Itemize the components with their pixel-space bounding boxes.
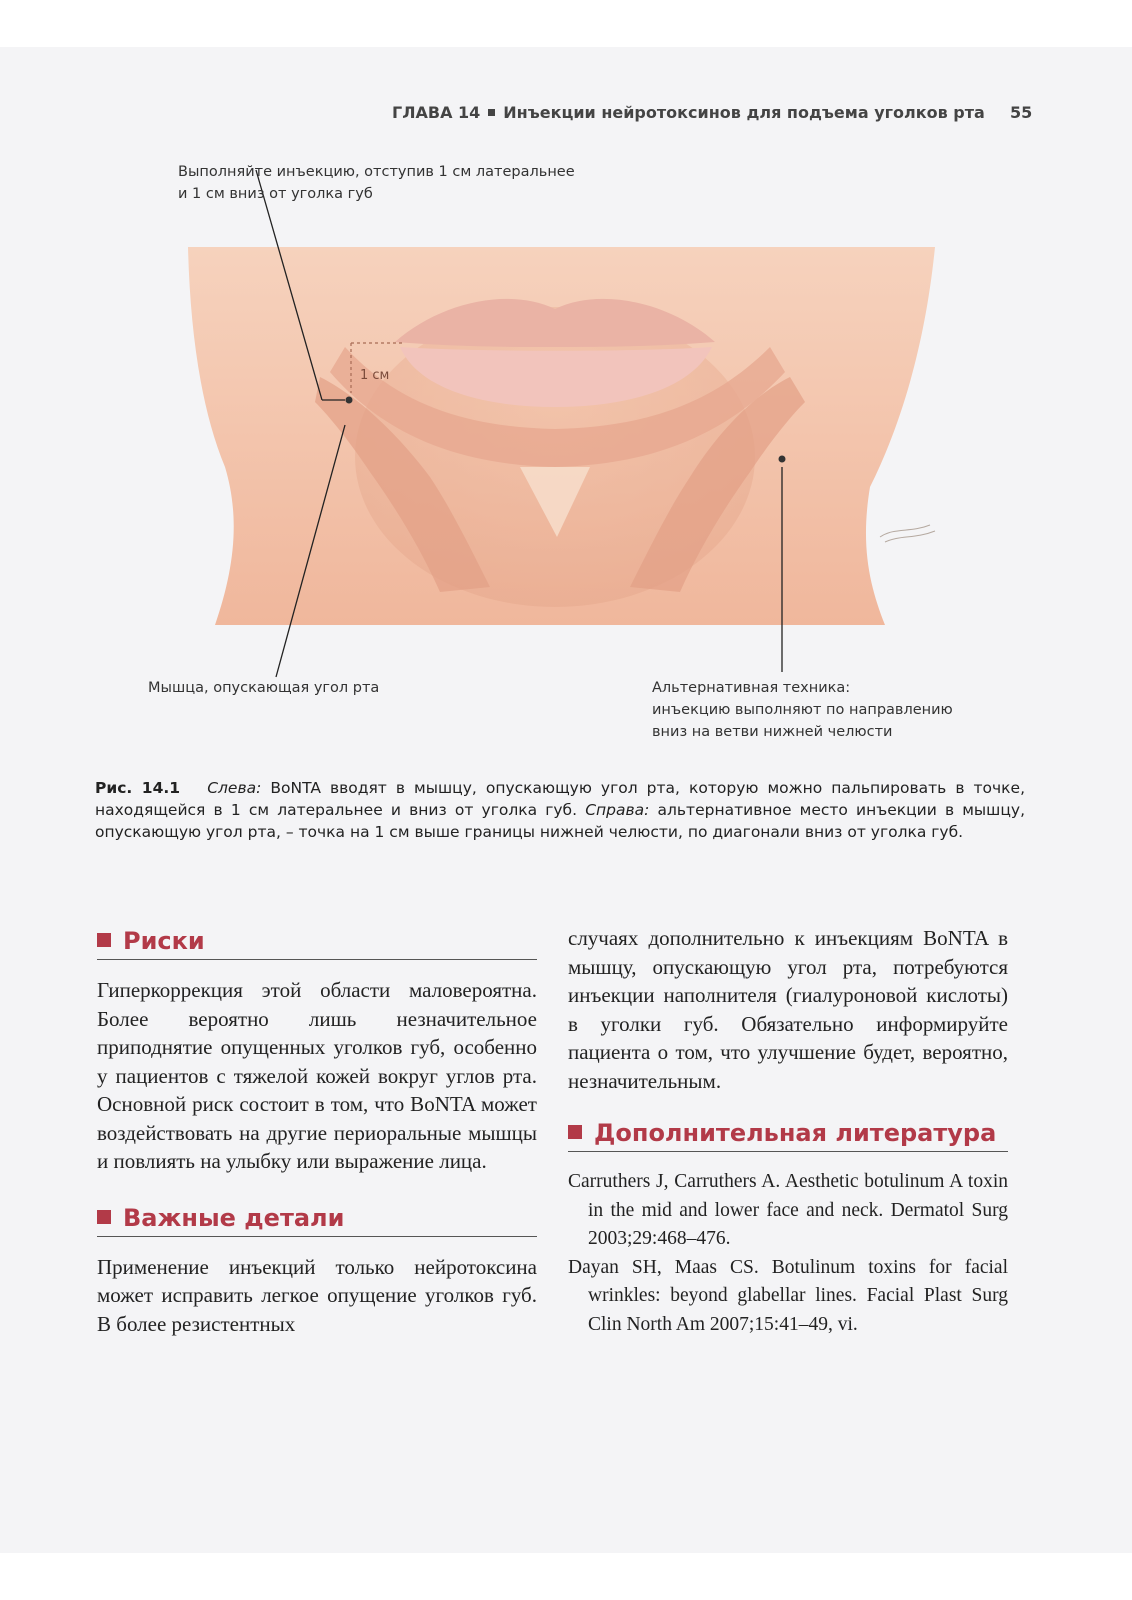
reference-item: Carruthers J, Carruthers A. Aesthetic botulinum A toxin in the mid and lower face and neck. Dermatol Surg 2003;29:468–476. (568, 1171, 1008, 1249)
label-alt-line3: вниз на ветви нижней челюсти (652, 724, 893, 740)
details-heading (97, 1204, 537, 1237)
figure-caption (95, 777, 1025, 843)
caption-left-label: Слева: (207, 779, 262, 797)
section-square-icon (568, 1125, 582, 1139)
details-text: Применение инъекций только нейротоксина может исправить легкое опущение уголков губ. В более резистентных (97, 1254, 537, 1336)
further-reading-heading-text: Дополнительная литература (594, 1119, 997, 1147)
reference-item: Dayan SH, Maas CS. Botulinum toxins for facial wrinkles: beyond glabellar lines. Facial Plast Surg Clin North Am 2007;15:41–49, vi. (568, 1256, 1008, 1335)
measure-label: 1 см (360, 368, 390, 383)
reference-list (568, 1168, 1008, 1339)
risks-text: Гиперкоррекция этой области маловероятна. Более вероятно лишь незначительное приподнятие опущенных уголков губ, особенно у пациентов с тяжелой кожей вокруг углов рта. Основной риск состоит в том, что BoNTA может воздействовать на другие периоральные мышцы и повлиять на улыбку или выражение лица. (97, 978, 537, 1173)
details-heading-text: Важные детали (123, 1203, 345, 1232)
injection-point-left (346, 397, 353, 404)
caption-text-1: BoNTA вводят в мышцу, опускающую угол рта, которую можно пальпировать в точке, находящейся в 1 см латеральнее и вниз от уголка губ. (95, 779, 1026, 819)
label-alt-line1: Альтернативная техника: (652, 680, 851, 696)
caption-text-2: альтернативное место инъекции в мышцу, опускающую угол рта, – точка на 1 см выше границы нижней челюсти, по диагонали вниз от уголка губ. (95, 801, 1025, 841)
section-square-icon (97, 933, 111, 947)
risks-heading-text: Риски (123, 927, 205, 955)
caption-right-label: Справа: (585, 801, 650, 819)
caption-number: Рис. 14.1 (95, 779, 181, 797)
book-page (0, 47, 1132, 1553)
chapter-title: Инъекции нейротоксинов для подъема уголков рта (503, 103, 985, 122)
label-injection-site-line1: Выполняйте инъекцию, отступив 1 см латеральнее (178, 164, 575, 180)
label-injection-site (178, 161, 575, 205)
further-reading-heading (568, 1119, 1008, 1152)
label-alternative-technique (652, 677, 953, 743)
injection-point-right (779, 456, 786, 463)
chapter-label: ГЛАВА 14 (392, 103, 481, 122)
risks-heading (97, 927, 537, 960)
left-column (97, 927, 537, 1338)
page-number: 55 (1010, 103, 1033, 122)
continuation-text: случаях дополнительно к инъекциям BoNTA в мышцу, опускающую угол рта, потребуются инъекции наполнителя (гиалуроновой кислоты) в уголки губ. Обязательно информируйте пациента о том, что улучшение будет, вероятно, незначительным. (568, 926, 1008, 1093)
right-column (568, 924, 1008, 1339)
label-alt-line2: инъекцию выполняют по направлению (652, 702, 953, 718)
section-square-icon (97, 1210, 111, 1224)
label-injection-site-line2: и 1 см вниз от уголка губ (178, 186, 373, 202)
label-depressor-muscle: Мышца, опускающая угол рта (148, 680, 380, 696)
figure-14-1 (0, 47, 1132, 787)
face-illustration (0, 47, 1132, 787)
